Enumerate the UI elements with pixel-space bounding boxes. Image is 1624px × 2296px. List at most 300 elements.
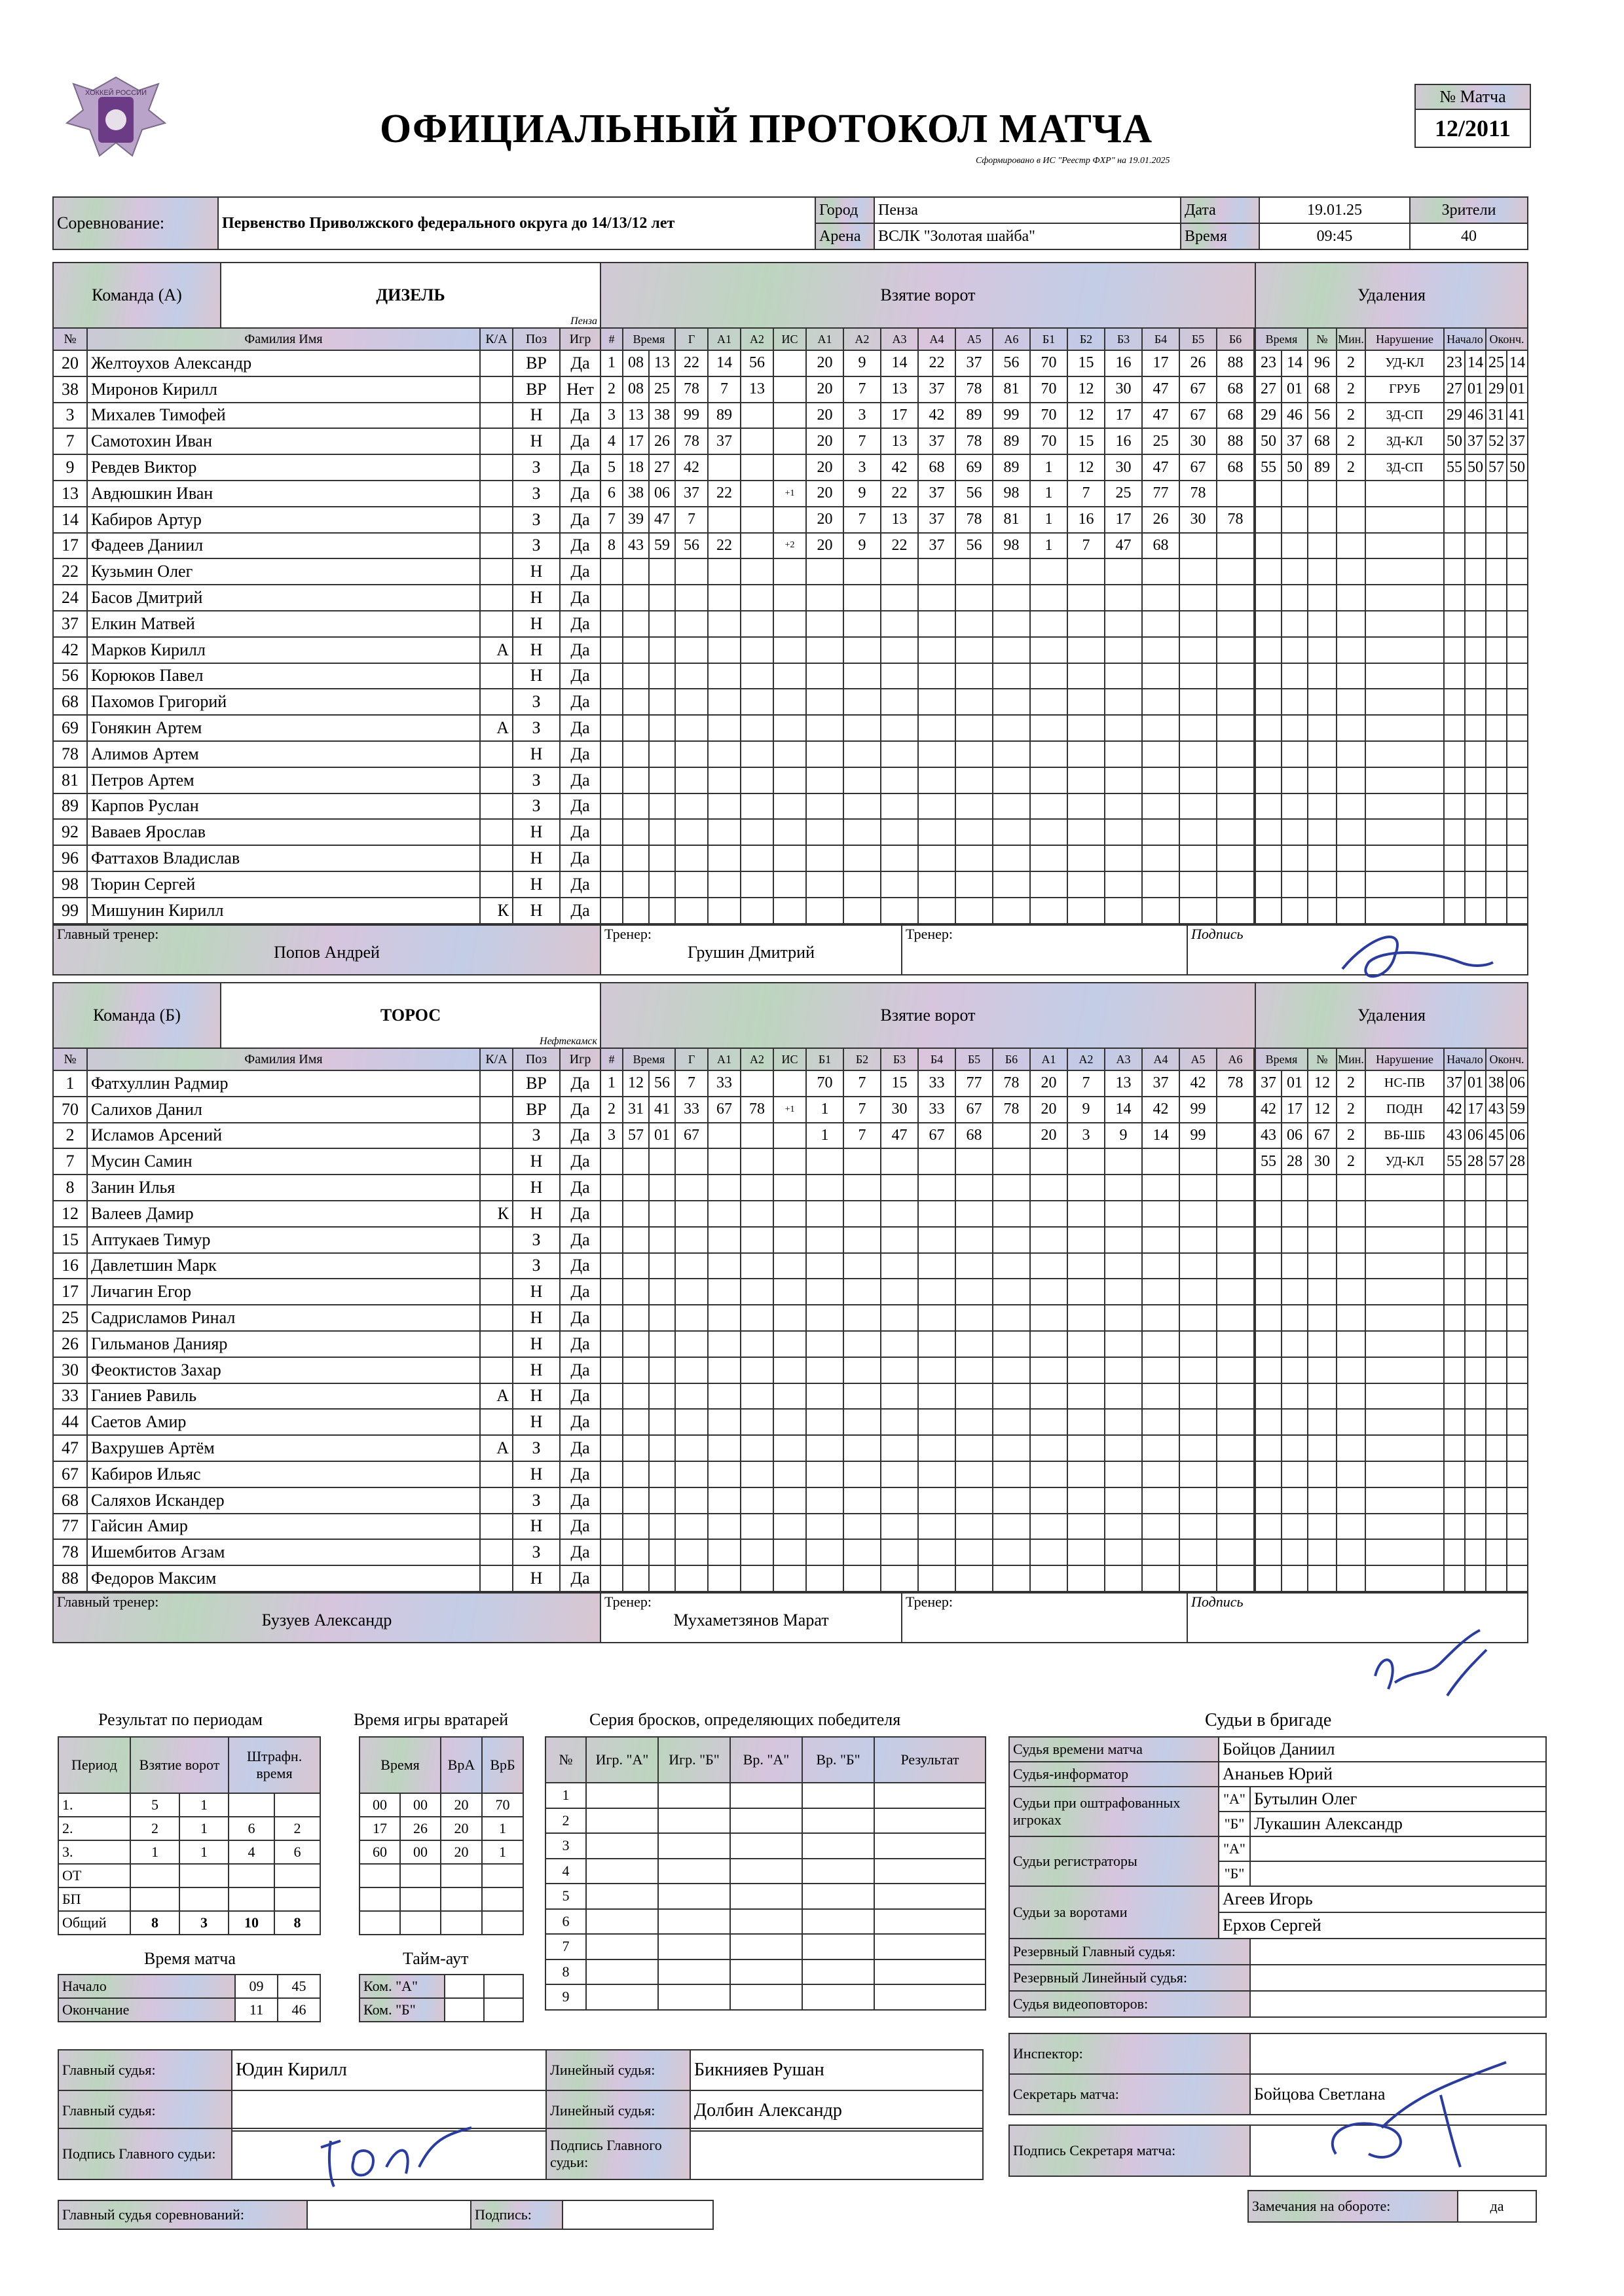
player-igr: Да: [560, 819, 600, 845]
penalty-cell: 27: [1444, 376, 1465, 403]
empty-cell: [1365, 793, 1444, 820]
so-h-no: №: [545, 1737, 586, 1783]
goal-cell: 22: [675, 350, 708, 376]
remarks: да: [1458, 2191, 1536, 2222]
empty-cell: [1255, 481, 1282, 507]
empty-cell: [1486, 689, 1507, 715]
penalty-cell: 37: [1444, 1070, 1465, 1097]
empty-cell: [1507, 533, 1528, 559]
matchtime-title: Время матча: [144, 1949, 236, 1968]
empty-cell: [1465, 1487, 1486, 1514]
player-pos: З: [513, 767, 560, 793]
empty-cell: [741, 689, 773, 715]
p-h-no: №: [1308, 1048, 1337, 1070]
goal-cell: 9: [843, 533, 881, 559]
roster-h-num: №: [53, 1048, 87, 1070]
player-igr: Да: [560, 1487, 600, 1514]
empty-cell: [1217, 1435, 1254, 1461]
empty-cell: [1507, 819, 1528, 845]
player-pos: ВР: [513, 350, 560, 376]
penalty-cell: 46: [1465, 403, 1486, 429]
empty-cell: [806, 741, 843, 767]
empty-cell: [1486, 819, 1507, 845]
empty-cell: [881, 1565, 918, 1592]
empty-cell: [649, 715, 675, 741]
player-name: Вахрушев Артём: [87, 1435, 480, 1461]
empty-cell: [993, 715, 1030, 741]
empty-cell: [773, 1331, 806, 1357]
g-h-onice: Б6: [1217, 328, 1254, 350]
period-value: 2: [274, 1817, 320, 1840]
empty-cell: [1217, 767, 1254, 793]
empty-cell: [881, 1357, 918, 1383]
roster-table: [52, 1048, 601, 1592]
empty-cell: [1507, 1435, 1528, 1461]
empty-cell: [1308, 871, 1337, 898]
penalty-cell: УД-КЛ: [1365, 1148, 1444, 1175]
time-label: Время: [1181, 223, 1259, 249]
penalty-cell: 27: [1255, 376, 1282, 403]
empty-cell: [773, 558, 806, 585]
empty-cell: [881, 1201, 918, 1227]
empty-cell: [741, 1305, 773, 1331]
periods-h-period: Период: [58, 1737, 130, 1793]
player-row: [53, 1175, 600, 1201]
empty-cell: [874, 1959, 986, 1985]
empty-cell: [1030, 663, 1067, 689]
player-igr: Нет: [560, 376, 600, 403]
penalty-cell: 06: [1465, 1123, 1486, 1149]
ref-pen-b: Лукашин Александр: [1250, 1812, 1546, 1836]
empty-cell: [360, 1911, 400, 1935]
penalty-row: [1255, 767, 1528, 793]
empty-cell: [1282, 558, 1308, 585]
goal-cell: [773, 403, 806, 429]
goal-cell: [741, 428, 773, 454]
empty-cell: [955, 1279, 993, 1305]
empty-cell: [1142, 1305, 1179, 1331]
empty-cell: [993, 1331, 1030, 1357]
player-row: [53, 819, 600, 845]
empty-cell: [955, 871, 993, 898]
empty-cell: [806, 1539, 843, 1565]
g-h-onice: А6: [993, 328, 1030, 350]
player-row: [53, 428, 600, 454]
empty-cell: [1444, 1461, 1465, 1487]
empty-cell: [1444, 637, 1465, 663]
empty-cell: [1282, 1305, 1308, 1331]
refs-table: [1008, 1736, 1547, 2018]
period-value: [274, 1864, 320, 1887]
goal-cell: 37: [918, 481, 955, 507]
arena: ВСЛК "Золотая шайба": [874, 223, 1181, 249]
empty-cell: [708, 558, 741, 585]
empty-cell: [918, 1148, 955, 1175]
player-name: Фаттахов Владислав: [87, 845, 480, 871]
empty-cell: [874, 1884, 986, 1909]
empty-cell: [623, 611, 649, 637]
empty-cell: [1308, 741, 1337, 767]
player-pos: Н: [513, 871, 560, 898]
goal-cell: [1179, 533, 1217, 559]
empty-cell: [1179, 1227, 1217, 1253]
goal-cell: 20: [806, 454, 843, 481]
empty-cell: [918, 1201, 955, 1227]
empty-cell: [1486, 1383, 1507, 1410]
goal-cell: 67: [708, 1097, 741, 1123]
empty-cell: [1486, 871, 1507, 898]
empty-cell: [1365, 507, 1444, 533]
empty-cell: [1179, 1279, 1217, 1305]
empty-cell: [1217, 1253, 1254, 1279]
empty-cell: [1030, 585, 1067, 611]
empty-cell: [360, 1887, 400, 1911]
goal-cell: 20: [806, 376, 843, 403]
g-h-hash: #: [600, 1048, 623, 1070]
goal-cell: 33: [675, 1097, 708, 1123]
goal-cell: 33: [918, 1097, 955, 1123]
gk-h-a: ВрА: [441, 1737, 482, 1793]
player-name: Кузьмин Олег: [87, 558, 480, 585]
player-igr: Да: [560, 1565, 600, 1592]
player-ka: [480, 611, 513, 637]
period-name: 1.: [58, 1793, 130, 1817]
empty-cell: [708, 611, 741, 637]
empty-cell: [1105, 1435, 1142, 1461]
empty-cell: [600, 558, 623, 585]
goal-cell: 17: [1105, 403, 1142, 429]
goal-row: [600, 376, 1254, 403]
empty-cell: [1030, 1487, 1067, 1514]
goal-cell: +1: [773, 481, 806, 507]
empty-cell: [675, 1227, 708, 1253]
empty-cell: [1337, 637, 1365, 663]
empty-cell: [1030, 1305, 1067, 1331]
shootout-row: [545, 1884, 986, 1909]
empty-cell: [1337, 1227, 1365, 1253]
player-number: 9: [53, 454, 87, 481]
empty-cell: [843, 663, 881, 689]
empty-cell: [1067, 585, 1105, 611]
date-label: Дата: [1181, 197, 1259, 223]
empty-cell: [482, 1911, 523, 1935]
player-row: [53, 585, 600, 611]
empty-cell: [773, 845, 806, 871]
empty-cell: [1465, 1227, 1486, 1253]
penalty-cell: 57: [1486, 1148, 1507, 1175]
penalty-row: [1255, 689, 1528, 715]
empty-cell: [1507, 481, 1528, 507]
empty-cell: [773, 793, 806, 820]
penalty-row: [1255, 663, 1528, 689]
empty-cell: [1217, 845, 1254, 871]
empty-cell: [658, 1884, 730, 1909]
empty-cell: [843, 1514, 881, 1540]
player-igr: Да: [560, 1383, 600, 1410]
empty-cell: [1507, 1227, 1528, 1253]
g-h-a1: А1: [708, 328, 741, 350]
shootout-no: 2: [545, 1808, 586, 1834]
period-row: [58, 1817, 320, 1840]
player-row: [53, 1148, 600, 1175]
goal-cell: [741, 507, 773, 533]
empty-cell: [1444, 481, 1465, 507]
goal-cell: 3: [843, 403, 881, 429]
empty-cell: [600, 819, 623, 845]
empty-cell: [600, 1357, 623, 1383]
player-igr: Да: [560, 741, 600, 767]
goal-cell: 22: [708, 481, 741, 507]
g-h-onice: Б4: [918, 1048, 955, 1070]
empty-cell: [773, 1305, 806, 1331]
head-coach: Попов Андрей: [274, 942, 380, 962]
empty-cell: [1465, 507, 1486, 533]
empty-cell: [1337, 741, 1365, 767]
goal-row: [600, 898, 1254, 924]
penalty-row: [1255, 611, 1528, 637]
empty-cell: [1030, 1514, 1067, 1540]
penalty-cell: 57: [1486, 454, 1507, 481]
player-igr: Да: [560, 1097, 600, 1123]
logo-text: ХОККЕЙ РОССИИ: [85, 89, 147, 97]
empty-cell: [600, 1435, 623, 1461]
main-judge-label-2: Главный судья:: [58, 2090, 232, 2131]
team-city: Нефтекамск: [540, 1036, 597, 1047]
coach: Грушин Дмитрий: [687, 942, 815, 962]
player-ka: [480, 1331, 513, 1357]
player-igr: Да: [560, 1201, 600, 1227]
empty-cell: [806, 793, 843, 820]
empty-cell: [649, 767, 675, 793]
empty-cell: [1105, 1514, 1142, 1540]
empty-cell: [1308, 1409, 1337, 1435]
empty-cell: [1365, 1514, 1444, 1540]
empty-cell: [1465, 533, 1486, 559]
empty-cell: [918, 1461, 955, 1487]
player-row: [53, 637, 600, 663]
player-igr: Да: [560, 793, 600, 820]
empty-cell: [1255, 1175, 1282, 1201]
player-row: [53, 1279, 600, 1305]
goal-cell: [1217, 533, 1254, 559]
period-value: 1: [179, 1817, 229, 1840]
empty-cell: [1486, 663, 1507, 689]
empty-cell: [806, 845, 843, 871]
player-pos: З: [513, 1227, 560, 1253]
goal-cell: 33: [708, 1070, 741, 1097]
penalty-cell: 50: [1444, 428, 1465, 454]
empty-cell: [658, 1959, 730, 1985]
goal-row: [600, 1227, 1254, 1253]
goal-cell: 13: [649, 350, 675, 376]
penalty-cell: 2: [1337, 1097, 1365, 1123]
empty-cell: [1142, 1357, 1179, 1383]
empty-cell: [600, 741, 623, 767]
empty-cell: [993, 1514, 1030, 1540]
empty-cell: [649, 793, 675, 820]
empty-cell: [1337, 1175, 1365, 1201]
penalty-row: [1255, 1201, 1528, 1227]
penalty-cell: 45: [1486, 1123, 1507, 1149]
empty-cell: [1142, 585, 1179, 611]
secretary: Бойцова Светлана: [1250, 2074, 1546, 2115]
empty-cell: [1337, 689, 1365, 715]
empty-cell: [649, 898, 675, 924]
empty-cell: [1465, 1409, 1486, 1435]
penalty-cell: 28: [1507, 1148, 1528, 1175]
empty-cell: [1486, 611, 1507, 637]
player-pos: З: [513, 1253, 560, 1279]
goal-cell: 47: [1105, 533, 1142, 559]
player-ka: [480, 1357, 513, 1383]
empty-cell: [1337, 1487, 1365, 1514]
player-row: [53, 1461, 600, 1487]
empty-cell: [1105, 871, 1142, 898]
team-label: Команда (Б): [53, 983, 221, 1048]
goal-cell: 56: [649, 1070, 675, 1097]
empty-cell: [955, 1175, 993, 1201]
coaches-table: [52, 924, 1528, 975]
empty-cell: [918, 1487, 955, 1514]
empty-cell: [1444, 1409, 1465, 1435]
empty-cell: [586, 1934, 658, 1959]
penalty-row: [1255, 1279, 1528, 1305]
goal-cell: 30: [1179, 507, 1217, 533]
empty-cell: [586, 1984, 658, 2010]
empty-cell: [993, 1539, 1030, 1565]
empty-cell: [1444, 1487, 1465, 1514]
empty-cell: [1337, 663, 1365, 689]
empty-cell: [741, 793, 773, 820]
city-label: Город: [815, 197, 874, 223]
empty-cell: [675, 1539, 708, 1565]
empty-cell: [675, 1279, 708, 1305]
empty-cell: [1365, 1227, 1444, 1253]
empty-cell: [881, 663, 918, 689]
empty-cell: [586, 1833, 658, 1859]
player-number: 1: [53, 1070, 87, 1097]
empty-cell: [741, 1227, 773, 1253]
roster-h-pos: Поз: [513, 1048, 560, 1070]
empty-cell: [1465, 793, 1486, 820]
shootout-row: [545, 1934, 986, 1959]
goal-cell: 14: [1142, 1123, 1179, 1149]
penalty-cell: 01: [1465, 376, 1486, 403]
penalty-cell: 23: [1444, 350, 1465, 376]
p-h-min: Мин.: [1337, 328, 1365, 350]
signatures-table: [58, 2128, 984, 2180]
empty-cell: [1444, 1331, 1465, 1357]
empty-cell: [730, 1909, 802, 1935]
empty-cell: [806, 1279, 843, 1305]
empty-cell: [708, 1565, 741, 1592]
player-name: Садрисламов Ринал: [87, 1305, 480, 1331]
empty-cell: [802, 1808, 874, 1834]
empty-cell: [1105, 898, 1142, 924]
empty-cell: [623, 663, 649, 689]
empty-cell: [1067, 1383, 1105, 1410]
empty-cell: [1255, 741, 1282, 767]
empty-cell: [1365, 1279, 1444, 1305]
period-row: [58, 1793, 320, 1817]
g-h-onice: Б2: [1067, 328, 1105, 350]
goal-cell: 7: [675, 1070, 708, 1097]
g-h-onice: А4: [918, 328, 955, 350]
goal-cell: 88: [1217, 428, 1254, 454]
head-coach: Бузуев Александр: [261, 1611, 392, 1630]
empty-cell: [1337, 715, 1365, 741]
empty-cell: [993, 1461, 1030, 1487]
goal-cell: 47: [881, 1123, 918, 1149]
empty-cell: [675, 558, 708, 585]
matchtime-start-label: Начало: [58, 1975, 235, 1998]
empty-cell: [881, 1175, 918, 1201]
empty-cell: [1465, 1175, 1486, 1201]
empty-cell: [1444, 585, 1465, 611]
player-pos: ВР: [513, 1070, 560, 1097]
shootout-title: Серия бросков, определяющих победителя: [589, 1710, 901, 1729]
empty-cell: [649, 1253, 675, 1279]
g-h-onice: Б1: [1030, 328, 1067, 350]
penalty-cell: 55: [1255, 454, 1282, 481]
penalty-row: [1255, 454, 1528, 481]
empty-cell: [675, 1487, 708, 1514]
empty-cell: [1507, 1305, 1528, 1331]
empty-cell: [993, 1305, 1030, 1331]
player-ka: [480, 376, 513, 403]
player-number: 67: [53, 1461, 87, 1487]
empty-cell: [1255, 1487, 1282, 1514]
g-h-is: ИС: [773, 328, 806, 350]
empty-cell: [1105, 611, 1142, 637]
empty-cell: [955, 793, 993, 820]
goal-cell: 77: [955, 1070, 993, 1097]
empty-cell: [1486, 1279, 1507, 1305]
gk-title: Время игры вратарей: [354, 1710, 509, 1729]
goal-cell: 17: [881, 403, 918, 429]
player-igr: Да: [560, 767, 600, 793]
empty-cell: [600, 715, 623, 741]
player-row: [53, 689, 600, 715]
empty-cell: [623, 1435, 649, 1461]
spectators-label: Зрители: [1410, 197, 1528, 223]
player-ka: А: [480, 637, 513, 663]
player-pos: Н: [513, 1148, 560, 1175]
goal-cell: [773, 507, 806, 533]
player-ka: [480, 1175, 513, 1201]
player-ka: А: [480, 715, 513, 741]
player-igr: Да: [560, 507, 600, 533]
empty-cell: [1030, 1331, 1067, 1357]
player-igr: Да: [560, 558, 600, 585]
goal-cell: 20: [1030, 1123, 1067, 1149]
goal-cell: 37: [955, 350, 993, 376]
goal-cell: 7: [1067, 481, 1105, 507]
empty-cell: [806, 1514, 843, 1540]
so-h-vb: Вр. "Б": [802, 1737, 874, 1783]
head-coach-cell-label: Главный тренер:: [57, 1594, 159, 1610]
player-name: Пахомов Григорий: [87, 689, 480, 715]
empty-cell: [1217, 1565, 1254, 1592]
empty-cell: [1067, 1279, 1105, 1305]
player-pos: Н: [513, 1461, 560, 1487]
goal-row: [600, 767, 1254, 793]
empty-cell: [773, 611, 806, 637]
player-name: Занин Илья: [87, 1175, 480, 1201]
g-h-time: Время: [623, 1048, 675, 1070]
empty-cell: [1179, 1148, 1217, 1175]
empty-cell: [482, 1887, 523, 1911]
